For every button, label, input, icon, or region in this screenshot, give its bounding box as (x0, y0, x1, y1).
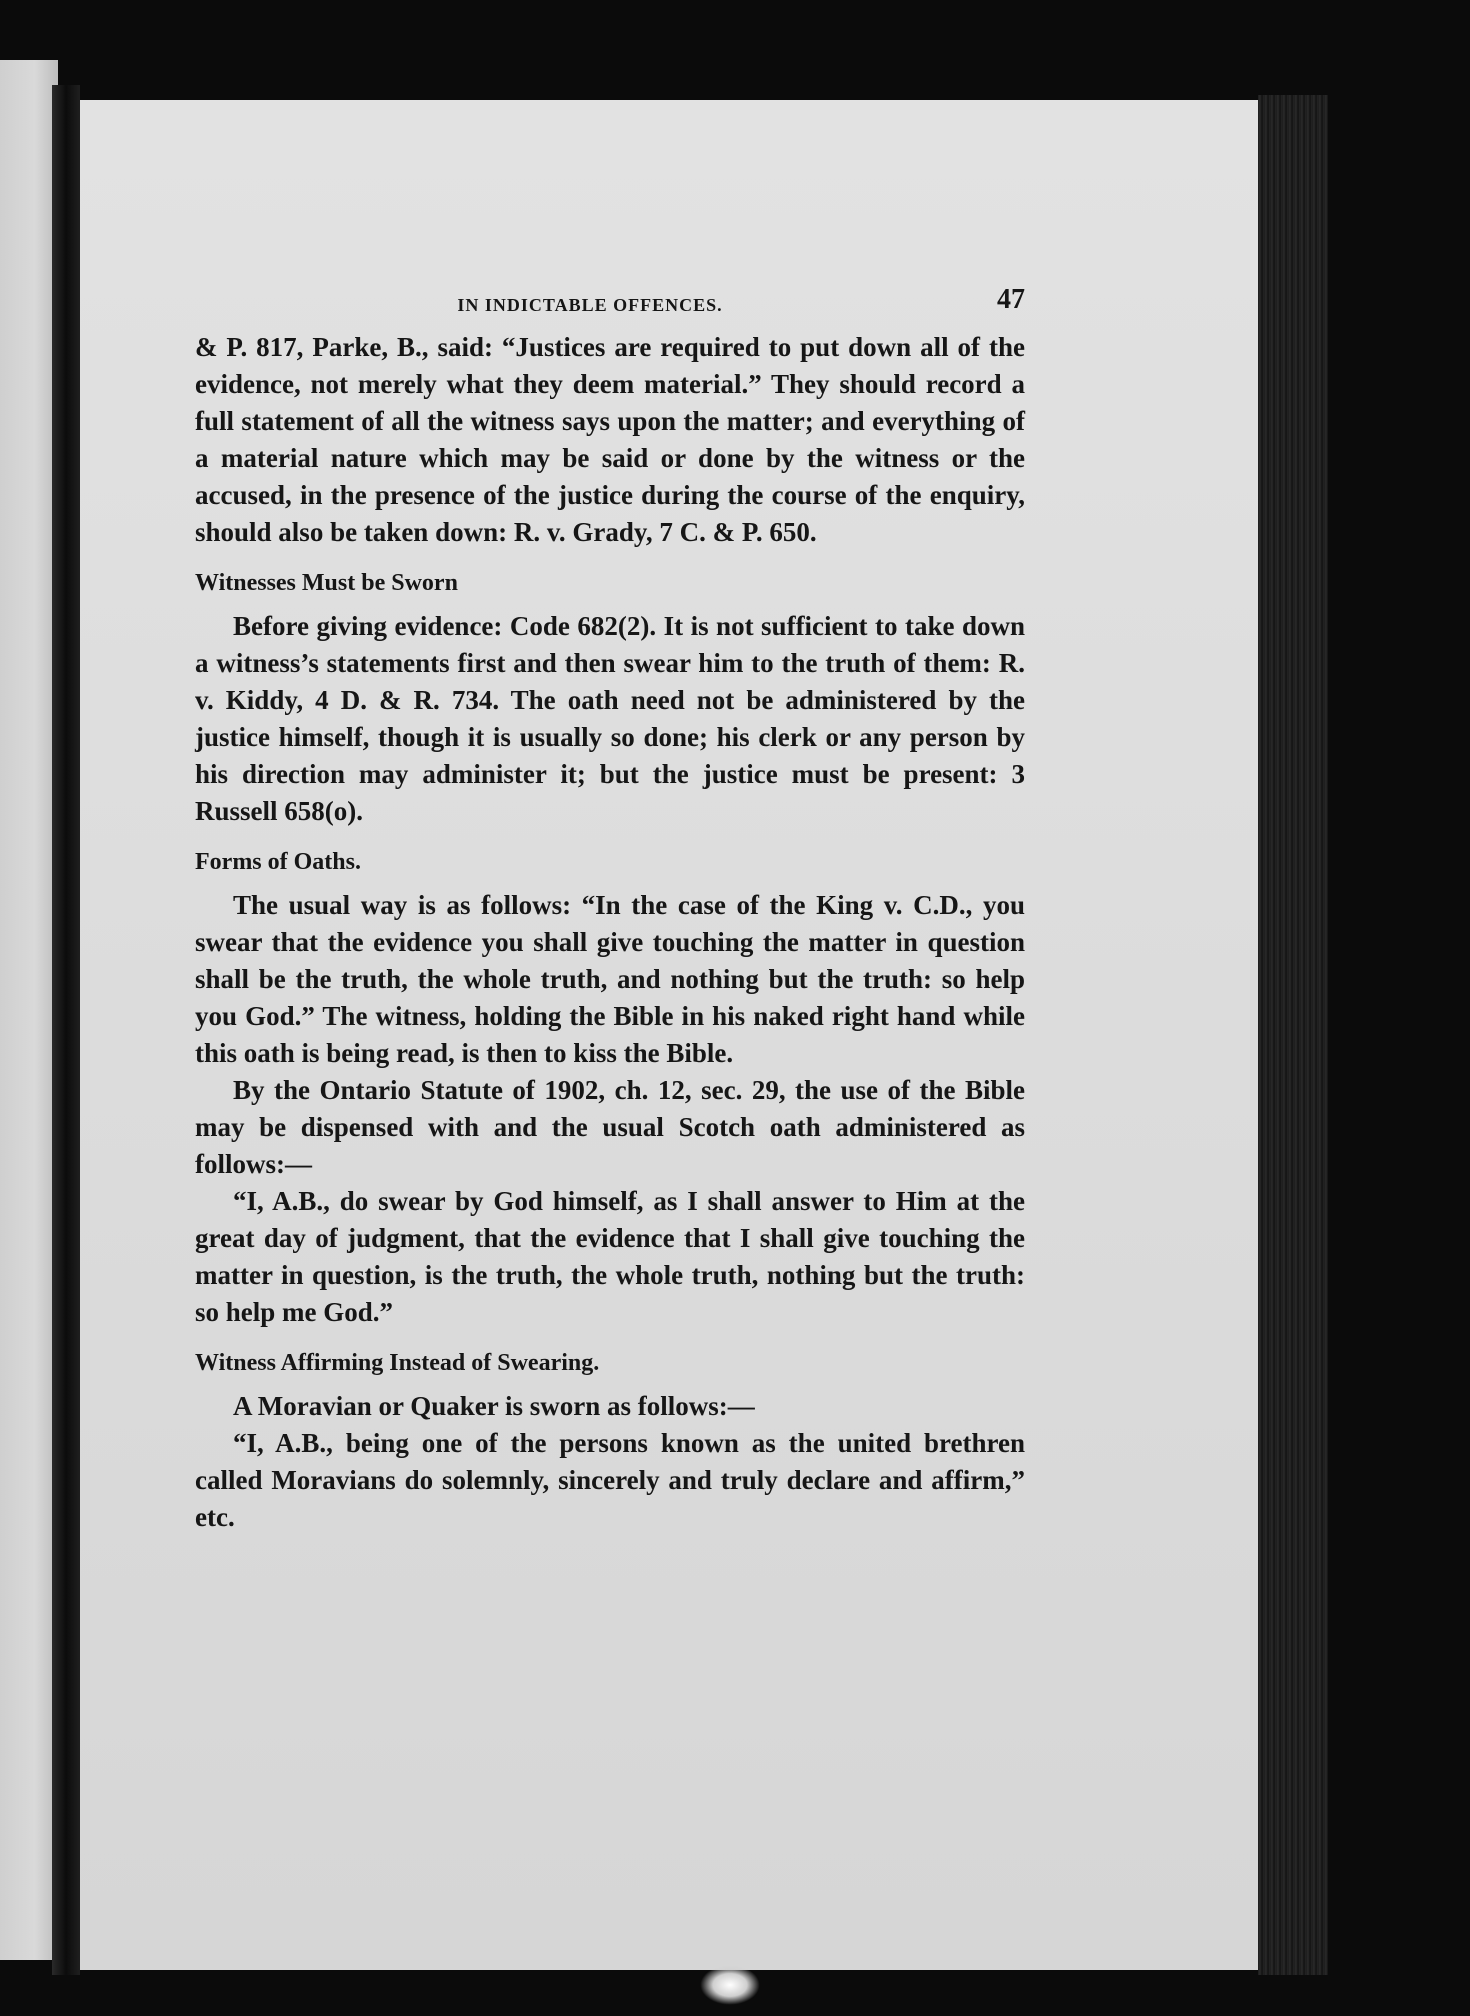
paragraph-before-evidence: Before giving evidence: Code 682(2). It is not sufficient to take down a witness’s statements first and then swear him to the truth of them: R. v. Kiddy, 4 D. & R. 734. The oath need not be administered by the justice himself, though it is usually so done; his clerk or any person by his direction may administer it; but the justice must be present: 3 Russell 658(o). (195, 611, 1025, 826)
running-title: IN INDICTABLE OFFENCES. (457, 295, 723, 315)
paragraph-moravian-quaker: A Moravian or Quaker is sworn as follows:— (233, 1391, 755, 1421)
section-heading-witnesses-sworn: Witnesses Must be Sworn (195, 570, 458, 596)
paragraph-ontario-statute: By the Ontario Statute of 1902, ch. 12, sec. 29, the use of the Bible may be dispensed with and the usual Scotch oath administered as follows:— (195, 1075, 1025, 1179)
section-heading-forms-of-oaths: Forms of Oaths. (195, 849, 361, 875)
paragraph-continuation: & P. 817, Parke, B., said: “Justices are required to put down all of the evidence, not merely what they deem material.” They should record a full statement of all the witness says upon the matter; and everything of a material nature which may be said or done by the witness or the accused, in the presence of the justice during the course of the enquiry, should also be taken down: R. v. Grady, 7 C. & P. 650. (195, 332, 1025, 547)
running-header (195, 285, 1025, 329)
paragraph-scotch-oath: “I, A.B., do swear by God himself, as I shall answer to Him at the great day of judgment, that the evidence that I shall give touching the matter in question, is the truth, the whole truth, nothing but the truth: so help me God.” (195, 1186, 1025, 1327)
section-heading-affirming: Witness Affirming Instead of Swearing. (195, 1350, 600, 1376)
paragraph-usual-oath: The usual way is as follows: “In the case of the King v. C.D., you swear that the evidence you shall give touching the matter in question shall be the truth, the whole truth, and nothing but the truth: so help you God.” The witness, holding the Bible in his naked right hand while this oath is being read, is then to kiss the Bible. (195, 890, 1025, 1068)
book-gutter (52, 85, 80, 1975)
page-content (195, 285, 1025, 1536)
paragraph-moravian-affirmation: “I, A.B., being one of the persons known as the united brethren called Moravians do solemnly, sincerely and truly declare and affirm,” etc. (195, 1428, 1025, 1532)
facing-page-edge (0, 60, 58, 1960)
scan-artifact (700, 1965, 760, 2005)
page-stack-edge (1258, 95, 1328, 1975)
page-number: 47 (997, 284, 1025, 315)
